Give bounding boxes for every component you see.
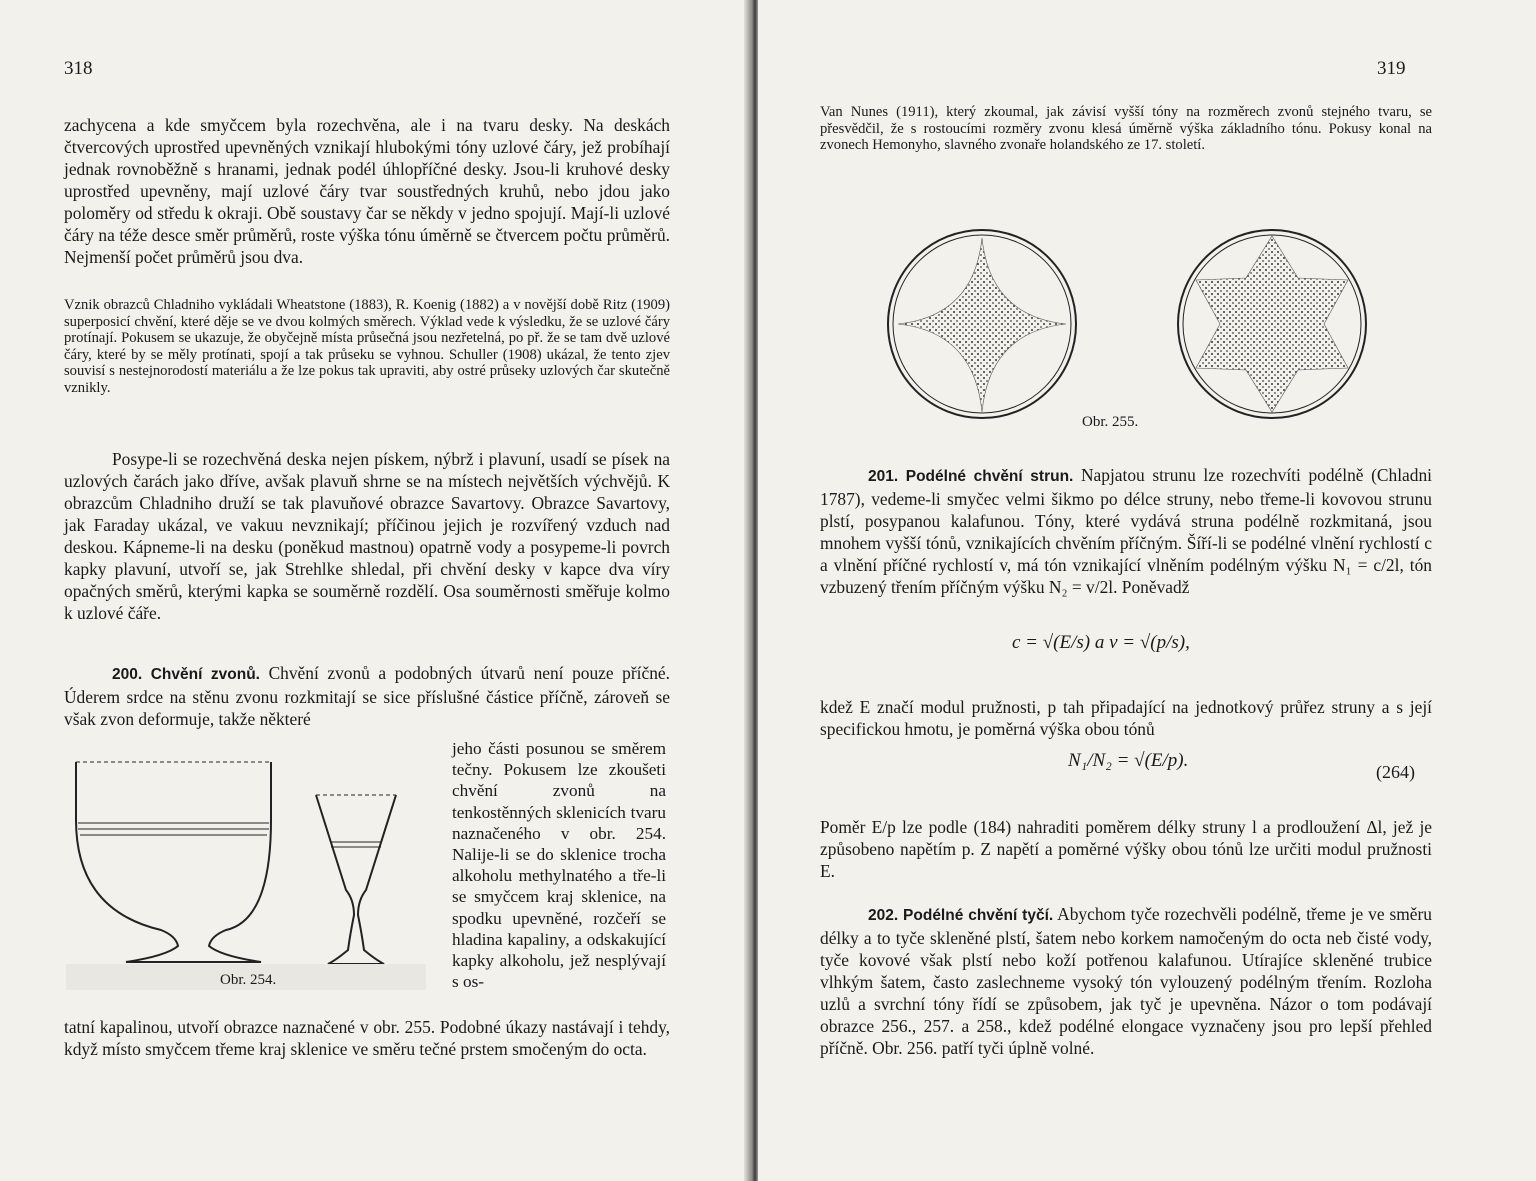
right-page (758, 0, 1536, 1181)
footnote-text: Van Nunes (1911), který zkoumal, jak závisí vyšší tóny na rozměrech zvonů stejného tvaru, se přesvědčil, že s rostoucími rozměry zvonu klesá úměrně výška základního tónu. Pokusy konal na zvonech Hemonyho, slavného zvonaře holandského ze 17. století. (820, 104, 1432, 154)
section-200 (64, 662, 670, 730)
figure-254-glasses (66, 750, 426, 990)
paragraph-ratio (820, 816, 1432, 882)
paragraph-text: Posype-li se rozechvěná deska nejen pískem, nýbrž i plavuní, usadí se písek na uzlových čarách jako dříve, avšak plavuň shrne se na místech největších výchvějů. K obrazcům Chladniho druží se tak plavuňové obrazce Savartovy. Obrazce Savartovy, jak Faraday ukázal, ve vakuu nevznikají; příčinou jejich je rozvířený vzduch nad deskou. Kápneme-li na desku (poněkud mastnou) opatrně vody a posypeme-li povrch kapky plavuní, utvoří se, jak Strehlke shledal, při chvění desky v kapce dva víry opačných směrů, kterými kapka se souměrně rozdělí. Osa souměrnosti směřuje kolmo k uzlové čáře. (64, 449, 670, 623)
footnote-van-nunes (820, 104, 1432, 154)
section-heading-202: 202. Podélné chvění tyčí. (868, 907, 1054, 924)
section-heading-200: 200. Chvění zvonů. (112, 666, 260, 683)
paragraph-text: zachycena a kde smyčcem byla rozechvěna, ale i na tvaru desky. Na deskách čtvercových uprostřed upevněných vznikají hlubokými tóny uzlové čáry, jež probíhají jednak rovnoběžně s hranami, jednak podél úhlopříčné desky. Jsou-li kruhové desky uprostřed upevněny, mají uzlové čáry tvar soustředných kruhů, nebo jdou jako poloměry od středu k okraji. Obě soustavy čar se někdy v jedno spojují. Mají-li uzlové čáry na téže desce směr průměrů, roste výška tónu úměrně se čtvercem počtu průměrů. Nejmenší počet průměrů jsou dva. (64, 115, 670, 267)
figure-255-drop-patterns (886, 226, 1368, 422)
section-201 (820, 464, 1432, 598)
page-number-right: 319 (1377, 58, 1406, 79)
paragraph-modulus (820, 696, 1432, 740)
section-text: Chvění zvonů a podobných útvarů není pouze příčné. Úderem srdce na stěnu zvonu rozkmitají se sice příslušné částice příčně, zároveň se však zvon deformuje, takže některé (64, 663, 670, 729)
section-200-tail (64, 1016, 670, 1060)
formula-wave-speeds: c = √(E/s) a v = √(p/s), (1012, 632, 1190, 653)
left-page (0, 0, 750, 1181)
section-text: tatní kapalinou, utvoří obrazce naznačené v obr. 255. Podobné úkazy nastávají i tehdy, když místo smyčcem třeme kraj sklenice ve směru tečné prstem smočeným do octa. (64, 1017, 670, 1059)
equation-number: (264) (1376, 762, 1415, 782)
paragraph-chladni-plates (64, 114, 670, 268)
section-200-wrapped-text (452, 738, 666, 992)
figure-254-caption: Obr. 254. (220, 972, 277, 988)
formula-264: N₁/N₂ = √(E/p). (1068, 750, 1189, 771)
section-202 (820, 903, 1432, 1059)
section-text: jeho části posunou se směrem tečny. Pokusem lze zkoušeti chvění zvonů na tenkostěnných sklenicích tvaru naznačeného v obr. 254. Nalije-li se do sklenice trocha alkoholu methylnatého a tře-li se smyčcem kraj sklenice, na spodku upevněné, rozčeří se hladina kapaliny, a odskakující kapky alkoholu, jež nesplývají s os- (452, 739, 666, 992)
paragraph-savart-figures (64, 448, 670, 624)
footnote-text: Vznik obrazců Chladniho vykládali Wheatstone (1883), R. Koenig (1882) a v novější době Ritz (1909) superposicí chvění, které děje se ve dvou kolmých směrech. Výklad vede k výsledku, že se uzlové čáry protínají. Pokusem se ukazuje, že obyčejně místa průsečná jsou nezřetelná, po př. že se tam dvě uzlové čáry, které by se měly protínati, spojí a tak průseku se vyhnou. Schuller (1908) ukázal, že tento zjev souvisí s nestejnorodostí materiálu a že lze pokus tak upraviti, aby ostré průseky uzlových čar skutečně vznikly. (64, 297, 670, 396)
paragraph-text: kdež E značí modul pružnosti, p tah připadající na jednotkový průřez struny a s její specifickou hmotu, je poměrná výška obou tónů (820, 697, 1432, 739)
footnote-chladni-theory (64, 297, 670, 397)
page-number-left: 318 (64, 58, 93, 79)
section-heading-201: 201. Podélné chvění strun. (868, 468, 1074, 485)
figure-255-caption: Obr. 255. (1082, 414, 1139, 430)
paragraph-text: Poměr E/p lze podle (184) nahraditi poměrem délky struny l a prodloužení Δl, jež je způsobeno napětím p. Z napětí a poměrné výšky obou tónů lze určiti modul pružnosti E. (820, 817, 1432, 881)
section-text: Napjatou strunu lze rozechvíti podélně (Chladni 1787), vedeme-li smyčec velmi šikmo po délce struny, nebo třeme-li kovovou strunu plstí, posypanou kalafunou. Tóny, které vydává struna podélně rozkmitaná, jsou mnohem vyšší tónů, vznikajících chvěním příčným. Šíří-li se podélné vlnění rychlostí c a vlnění příčné rychlostí v, má tón vznikající vlněním podélným výšku N₁ = c/2l, tón vzbuzený třením příčným výšku N₂ = v/2l. Poněvadž (820, 465, 1432, 597)
section-text: Abychom tyče rozechvěli podélně, třeme je ve směru délky a to tyče skleněné plstí, šatem nebo korkem namočeným do octa neb čisté vody, tyče kovové však plstí nebo koží potřenou kalafunou. Utírajíce skleněné trubice vlhkým šatem, často zaslechneme vysoký tón vylouzený podélným třením. Rozloha uzlů a svrchní tóny řídí se způsobem, jak tyč je upevněna. Názor o tom podávají obrazce 256., 257. a 258., kdež podélné elongace vyznačeny jsou pro lepší přehled příčně. Obr. 256. patří tyči úplně volné. (820, 904, 1432, 1058)
